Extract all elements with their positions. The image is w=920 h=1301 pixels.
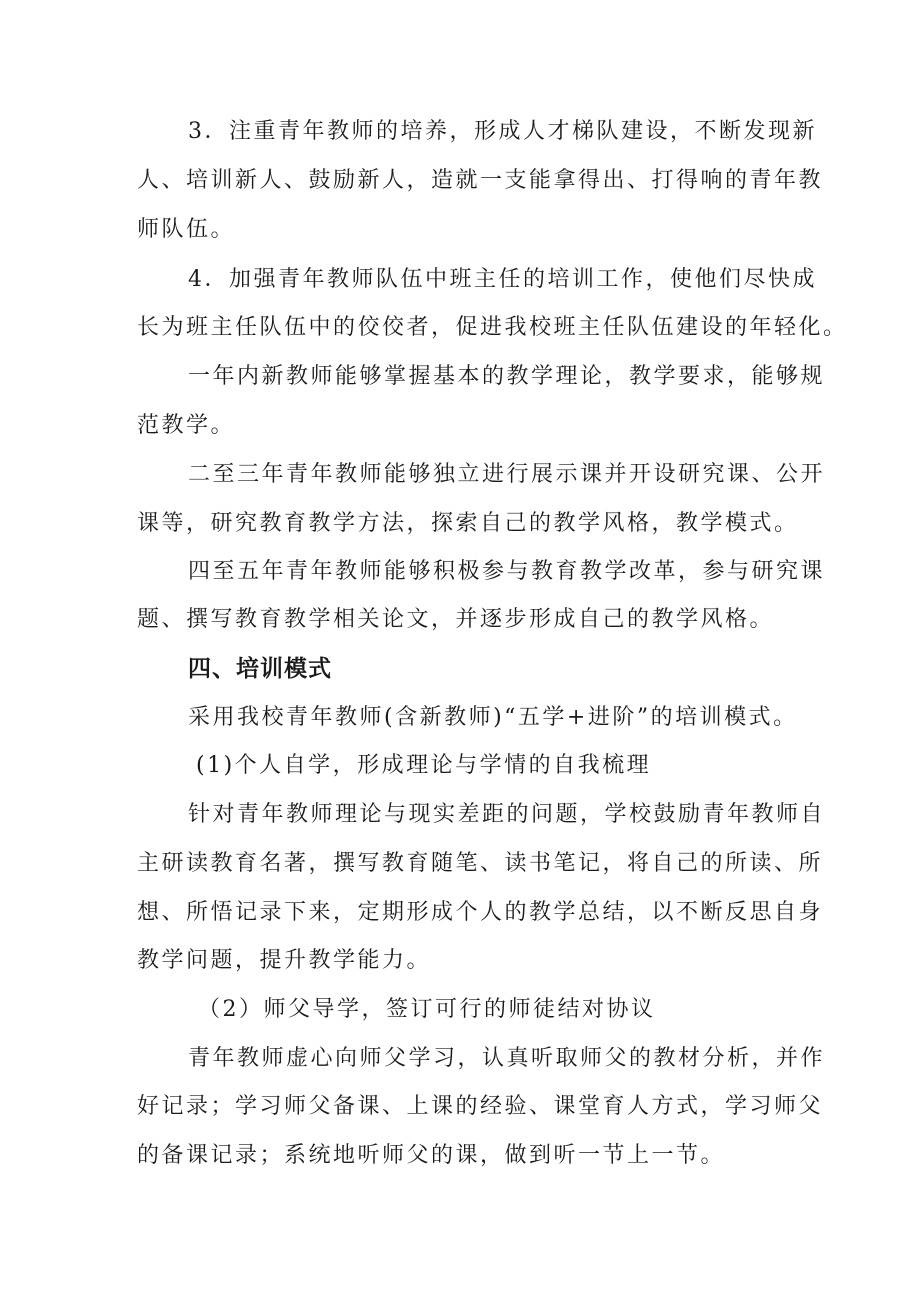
section-heading-training-mode: 四、培训模式 — [188, 656, 332, 682]
goal-year-2-3-line-1: 二至三年青年教师能够独立进行展示课并开设研究课、公开 — [188, 462, 826, 487]
paragraph-4-line-2: 长为班主任队伍中的佼佼者，促进我校班主任队伍建设的年轻化。 — [137, 315, 848, 340]
self-study-line-1: 针对青年教师理论与现实差距的问题，学校鼓励青年教师自 — [188, 802, 826, 827]
training-mode-intro: 采用我校青年教师(含新教师)“五学+进阶”的培训模式。 — [188, 705, 798, 730]
mentor-guidance-line-2: 好记录；学习师父备课、上课的经验、课堂育人方式，学习师父 — [137, 1094, 824, 1119]
goal-year-4-5-line-2: 题、撰写教育教学相关论文，并逐步形成自己的教学风格。 — [137, 607, 775, 632]
paragraph-4-line-1: 4．加强青年教师队伍中班主任的培训工作，使他们尽快成 — [188, 267, 817, 292]
subheading-self-study: (1)个人自学，形成理论与学情的自我梳理 — [196, 753, 652, 778]
goal-year-1-line-2: 范教学。 — [137, 413, 236, 438]
paragraph-3-line-3: 师队伍。 — [137, 217, 236, 242]
self-study-line-4: 教学问题，提升教学能力。 — [137, 948, 432, 973]
goal-year-4-5-line-1: 四至五年青年教师能够积极参与教育教学改革，参与研究课 — [188, 559, 826, 584]
self-study-line-3: 想、所悟记录下来，定期形成个人的教学总结，以不断反思自身 — [137, 900, 824, 925]
paragraph-3-line-2: 人、培训新人、鼓励新人，造就一支能拿得出、打得响的青年教 — [137, 168, 824, 193]
paragraph-3-line-1: 3．注重青年教师的培养，形成人才梯队建设，不断发现新 — [188, 119, 817, 144]
subheading-mentor-guidance: （2）师父导学，签订可行的师徒结对协议 — [198, 997, 656, 1022]
mentor-guidance-line-3: 的备课记录；系统地听师父的课，做到听一节上一节。 — [137, 1143, 726, 1168]
goal-year-2-3-line-2: 课等，研究教育教学方法，探索自己的教学风格，教学模式。 — [137, 511, 799, 536]
mentor-guidance-line-1: 青年教师虚心向师父学习，认真听取师父的教材分析，并作 — [188, 1046, 826, 1071]
self-study-line-2: 主研读教育名著，撰写教育随笔、读书笔记，将自己的所读、所 — [137, 851, 824, 876]
goal-year-1-line-1: 一年内新教师能够掌握基本的教学理论，教学要求，能够规 — [188, 364, 826, 389]
